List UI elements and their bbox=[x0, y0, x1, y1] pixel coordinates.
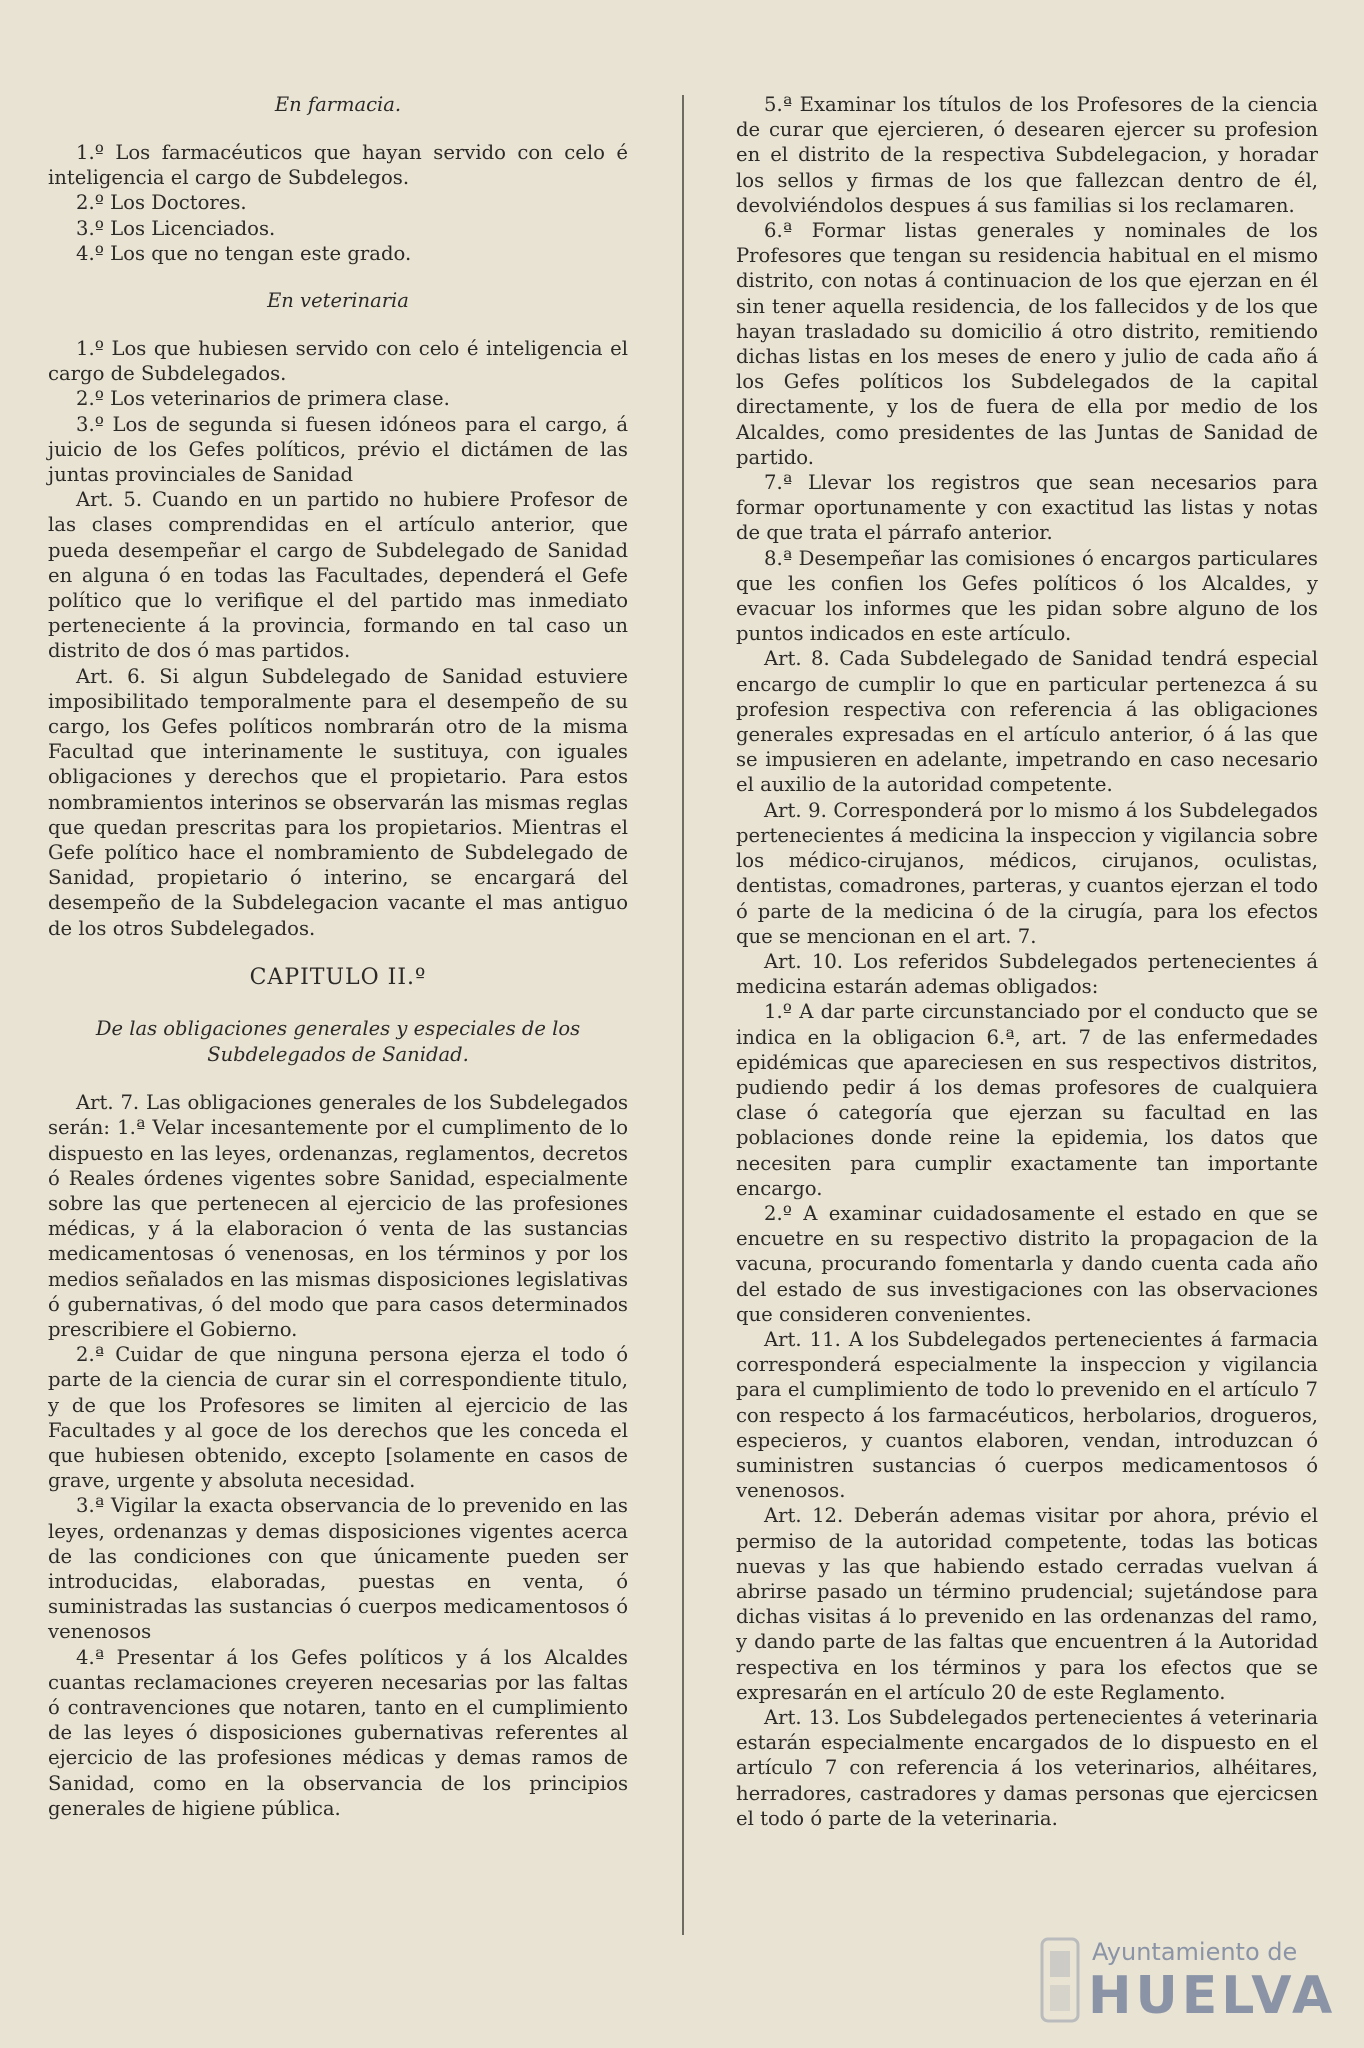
watermark-line-1: Ayuntamiento de bbox=[1092, 1938, 1298, 1966]
article-13: Art. 13. Los Subdelegados pertenecientes á veterinaria estarán especialmente encargados de lo dispuesto en el artículo 7 con referencia á los veterinarios, alhéitares, herradores, castradores y damas personas que ejercicsen el todo ó parte de la veterinaria. bbox=[736, 1706, 1318, 1830]
obligation-3: 3.ª Vigilar la exacta observancia de lo prevenido en las leyes, ordenanzas y demas disposiciones vigentes acerca de las condiciones con que únicamente pueden ser introducidas, elaboradas, puestas en venta, ó suministradas las sustancias ó cuerpos medicamentosos ó venenosos bbox=[48, 1494, 628, 1644]
left-column bbox=[48, 92, 628, 1821]
article-10-item-1: 1.º A dar parte circunstanciado por el conducto que se indica en la obligacion 6.ª, art. 7 de las enfermedades epidémicas que apareciesen en sus respectivos distritos, pudiendo pedir á los demas profesores de cualquiera clase ó categoría que ejerzan su facultad en las poblaciones donde reine la epidemia, los datos que necesiten para cumplir exactamente tan importante encargo. bbox=[736, 1000, 1318, 1200]
obligation-6: 6.ª Formar listas generales y nominales de los Profesores que tengan su residencia habitual en el mismo distrito, con notas á continuacion de los que ejerzan en él sin tener aquella residencia, de los fallecidos y de los que hayan trasladado su domicilio á otro distrito, remitiendo dichas listas en los meses de enero y julio de cada año á los Gefes políticos los Subdelegados de la capital directamente, y los de fuera de ella por medio de los Alcaldes, como presidentes de las Juntas de Sanidad de partido. bbox=[736, 219, 1318, 469]
article-7: Art. 7. Las obligaciones generales de los Subdelegados serán: 1.ª Velar incesantemente por el cumplimento de lo dispuesto en las leyes, ordenanzas, reglamentos, decretos ó Reales órdenes vigentes sobre Sanidad, especialmente sobre las que pertenecen al ejercicio de las profesiones médicas, y á la elaboracion ó venta de las sustancias medicamentosas ó venenosas, en los términos y por los medios señalados en las mismas disposiciones legislativas ó gubernativas, ó del modo que para casos determinados prescribiere el Gobierno. bbox=[48, 1091, 628, 1341]
farmacia-item-3: 3.º Los Licenciados. bbox=[76, 216, 276, 240]
article-9: Art. 9. Corresponderá por lo mismo á los Subdelegados pertenecientes á medicina la inspeccion y vigilancia sobre los médico-cirujanos, médicos, cirujanos, oculistas, dentistas, comadrones, parteras, y cuantos ejerzan el todo ó parte de la medicina ó de la cirugía, para los efectos que se mencionan en el art. 7. bbox=[736, 798, 1318, 948]
coat-of-arms-icon bbox=[1038, 1935, 1082, 2025]
article-12: Art. 12. Deberán ademas visitar por ahora, prévio el permiso de la autoridad competente, todas las boticas nuevas y las que habiendo estado cerradas vuelvan á abrirse pasado un término prudencial; sujetándose para dichas visitas á lo prevenido en las ordenanzas del ramo, y dando parte de las faltas que encuentren á la Autoridad respectiva en los términos y para los efectos que se expresarán en el artículo 20 de este Reglamento. bbox=[736, 1504, 1318, 1704]
obligation-8: 8.ª Desempeñar las comisiones ó encargos particulares que les confien los Gefes políticos ó los Alcaldes, y evacuar los informes que les pidan sobre alguno de los puntos indicados en este artículo. bbox=[736, 546, 1318, 646]
farmacia-item-4: 4.º Los que no tengan este grado. bbox=[76, 241, 412, 265]
right-column bbox=[736, 92, 1318, 1831]
article-10: Art. 10. Los referidos Subdelegados pertenecientes á medicina estarán ademas obligados: bbox=[736, 949, 1318, 999]
article-8: Art. 8. Cada Subdelegado de Sanidad tendrá especial encargo de cumplir lo que en particular pertenezca á su profesion respectiva con referencia á las obligaciones generales expresadas en el artículo anterior, ó á las que se impusieren en adelante, impetrando en caso necesario el auxilio de la autoridad competente. bbox=[736, 647, 1318, 797]
obligation-7: 7.ª Llevar los registros que sean necesarios para formar oportunamente y con exactitud las listas y notas de que trata el párrafo anterior. bbox=[736, 471, 1318, 545]
article-10-item-2: 2.º A examinar cuidadosamente el estado en que se encuetre en su respectivo distrito la propagacion de la vacuna, procurando fomentarla y dando cuenta cada año del estado de sus investigaciones con las observaciones que consideren convenientes. bbox=[736, 1201, 1318, 1326]
article-11: Art. 11. A los Subdelegados pertenecientes á farmacia corresponderá especialmente la inspeccion y vigilancia para el cumplimiento de todo lo prevenido en el artículo 7 con respecto á los farmacéuticos, herbolarios, drogueros, especieros, y cuantos elaboren, vendan, introduzcan ó suministren sustancias ó cuerpos medicamentosos ó venenosos. bbox=[736, 1327, 1318, 1503]
farmacia-heading: En farmacia. bbox=[274, 93, 402, 116]
veterinaria-item-3: 3.º Los de segunda si fuesen idóneos para el cargo, á juicio de los Gefes políticos, prévio el dictámen de las juntas provinciales de Sanidad bbox=[48, 412, 628, 487]
obligation-4: 4.ª Presentar á los Gefes políticos y á los Alcaldes cuantas reclamaciones creyeren necesarias por las faltas ó contravenciones que notaren, tanto en el cumplimiento de las leyes ó disposiciones gubernativas referentes al ejercicio de las profesiones médicas y demas ramos de Sanidad, como en la observancia de los principios generales de higiene pública. bbox=[48, 1645, 628, 1820]
veterinaria-item-2: 2.º Los veterinarios de primera clase. bbox=[76, 387, 450, 411]
obligation-5: 5.ª Examinar los títulos de los Profesores de la ciencia de curar que ejercieren, ó desearen ejercer su profesion en el distrito de la respectiva Subdelegacion, y horadar los sellos y firmas de los que fallezcan dentro de él, devolviéndolos despues á sus familias si los reclamaren. bbox=[736, 93, 1318, 217]
article-5: Art. 5. Cuando en un partido no hubiere Profesor de las clases comprendidas en el artículo anterior, que pueda desempeñar el cargo de Subdelegado de Sanidad en alguna ó en todas las Facultades, dependerá el Gefe político que lo verifique el del partido mas inmediato perteneciente á la provincia, formando en tal caso un distrito de dos ó mas partidos. bbox=[48, 488, 628, 663]
veterinaria-heading: En veterinaria bbox=[267, 289, 409, 313]
column-divider bbox=[682, 95, 684, 1935]
article-6: Art. 6. Si algun Subdelegado de Sanidad estuviere imposibilitado temporalmente para el desempeño de su cargo, los Gefes políticos nombrarán otro de la misma Facultad que interinamente le sustituya, con iguales obligaciones y derechos que el propietario. Para estos nombramientos interinos se observarán las mismas reglas que quedan prescritas para los propietarios. Mientras el Gefe político hace el nombramiento de Subdelegado de Sanidad, propietario ó interino, se encargará del desempeño de la Subdelegacion vacante el mas antiguo de los otros Subdelegados. bbox=[48, 664, 628, 940]
farmacia-item-2: 2.º Los Doctores. bbox=[76, 191, 247, 215]
veterinaria-item-1: 1.º Los que hubiesen servido con celo é inteligencia el cargo de Subdelegados. bbox=[48, 337, 628, 386]
watermark-line-2: HUELVA bbox=[1088, 1966, 1337, 2026]
chapter-title: De las obligaciones generales y especiales de los Subdelegados de Sanidad. bbox=[95, 1017, 581, 1067]
chapter-heading: CAPITULO II.º bbox=[249, 964, 427, 990]
obligation-2: 2.ª Cuidar de que ninguna persona ejerza el todo ó parte de la ciencia de curar sin el correspondiente titulo, y de que los Profesores se limiten al ejercicio de las Facultades y al goce de los derechos que les conceda el que hubiesen obtenido, excepto [solamente en casos de grave, urgente y absoluta necesidad. bbox=[48, 1343, 628, 1493]
farmacia-item-1: 1.º Los farmacéuticos que hayan servido con celo é inteligencia el cargo de Subdelegos. bbox=[48, 141, 628, 190]
